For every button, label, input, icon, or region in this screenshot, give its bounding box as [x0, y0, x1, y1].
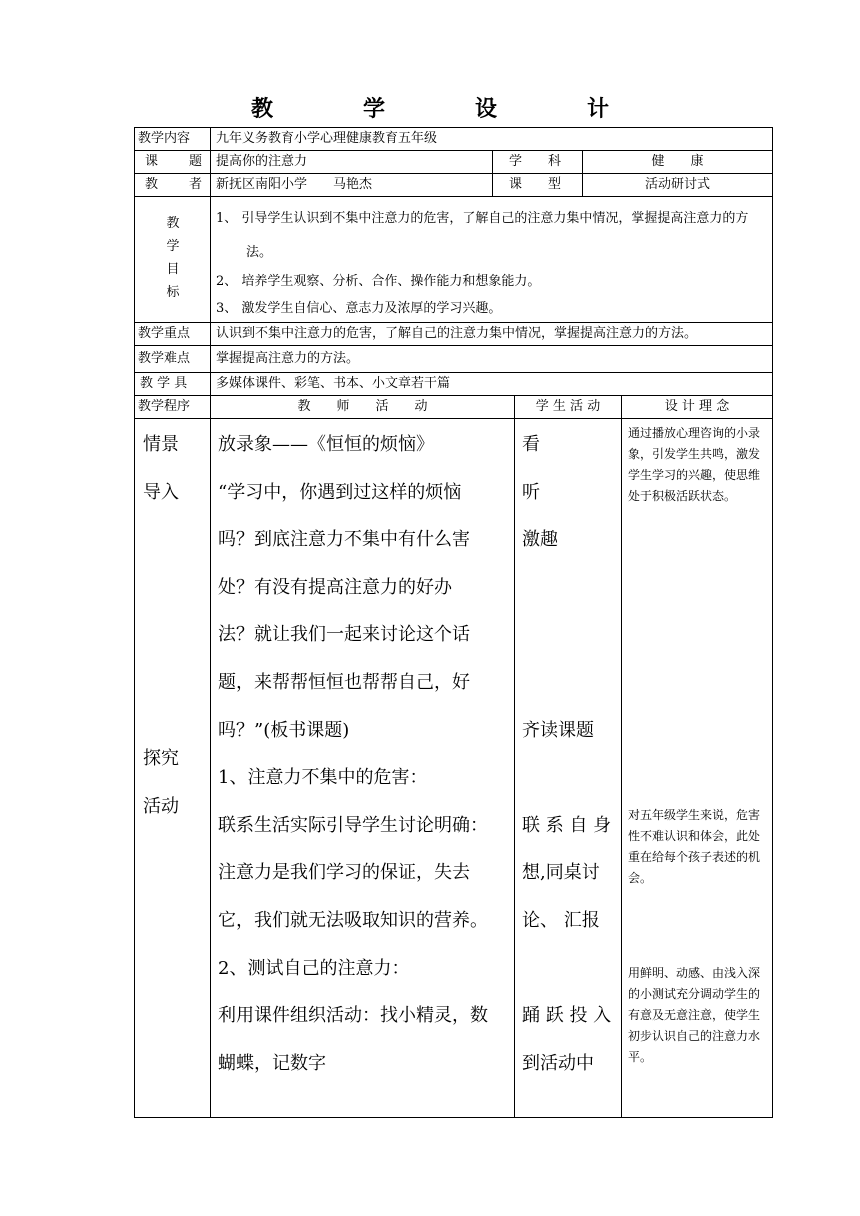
- topic-label-a: 课: [145, 154, 159, 169]
- tools-value: 多媒体课件、彩笔、书本、小文章若干篇: [216, 376, 451, 391]
- subject-label: 学 科: [509, 154, 562, 169]
- student-line: [522, 564, 620, 612]
- goal-item-3: 3、 激发学生自信心、意志力及浓厚的学习兴趣。: [216, 301, 502, 316]
- stage-line: 导入: [143, 481, 179, 503]
- topic-label: [145, 151, 202, 173]
- goals-label-char: 教: [166, 216, 180, 231]
- difficulties-label: 教学难点: [138, 351, 191, 366]
- teacher-line: 它，我们就无法吸取知识的营养。: [218, 909, 488, 931]
- table-border: [134, 127, 135, 1118]
- content-label: 教学内容: [138, 131, 191, 146]
- teacher-line: 吗？”(板书课题): [218, 719, 350, 741]
- student-line: [522, 611, 620, 659]
- table-border: [210, 127, 211, 1118]
- page-title: 教 学 设 计: [250, 96, 643, 122]
- goal-item-1: 1、 引导学生认识到不集中注意力的危害，了解自己的注意力集中情况，掌握提高注意力的方法。: [216, 211, 749, 260]
- design-note-1: 通过播放心理咨询的小录象，引发学生共鸣，激发学生学习的兴趣，使思维处于积极活跃状态。: [628, 426, 761, 503]
- goals-label-char: 目: [166, 262, 180, 277]
- student-line: [522, 754, 620, 802]
- teacher-line: 注意力是我们学习的保证，失去: [218, 862, 470, 884]
- student-line: 论、 汇报: [522, 909, 600, 931]
- teacher-value: 新抚区南阳小学 马艳杰: [216, 177, 373, 192]
- table-border: [514, 395, 515, 1118]
- procedure-header-student: 学 生 活 动: [535, 399, 601, 414]
- topic-value: 提高你的注意力: [216, 154, 308, 169]
- student-line: [522, 945, 620, 993]
- teacher-line: 法？就让我们一起来讨论这个话: [218, 624, 470, 646]
- content-value: 九年义务教育小学心理健康教育五年级: [216, 131, 438, 146]
- procedure-header-stage: 教学程序: [138, 399, 191, 414]
- stage-intro: [143, 421, 203, 516]
- teacher-label-a: 教: [145, 177, 159, 192]
- topic-label-b: 题: [188, 154, 202, 169]
- goals-label-char: 标: [166, 285, 180, 300]
- teacher-line: 吗？到底注意力不集中有什么害: [218, 529, 470, 551]
- table-border: [134, 1117, 773, 1118]
- student-activity: [522, 421, 620, 1087]
- teacher-label: [145, 174, 202, 196]
- tools-label: 教 学 具: [140, 376, 188, 391]
- student-line: [522, 659, 620, 707]
- stage-line: 情景: [143, 434, 179, 455]
- teacher-line: 放录象——《恒恒的烦恼》: [218, 434, 434, 455]
- stage-line: 活动: [143, 795, 179, 817]
- type-value: 活动研讨式: [644, 177, 710, 192]
- stage-line: 探究: [143, 748, 179, 769]
- student-line: 齐读课题: [522, 719, 594, 741]
- procedure-header-teacher: 教 师 活 动: [297, 399, 428, 414]
- teacher-line: 利用课件组织活动：找小精灵，数: [218, 1005, 488, 1027]
- key-points-label: 教学重点: [138, 326, 191, 341]
- design-note-3: 用鲜明、动感、由浅入深的小测试充分调动学生的有意及无意注意，使学生初步认识自己的注意力水平。: [628, 966, 761, 1064]
- teacher-label-b: 者: [188, 177, 202, 192]
- student-line: 激趣: [522, 529, 558, 551]
- table-border: [621, 395, 622, 1118]
- type-label: 课 型: [509, 177, 562, 192]
- goal-item-2: 2、 培养学生观察、分析、合作、操作能力和想象能力。: [216, 274, 541, 289]
- student-line: 想,同桌讨: [522, 862, 600, 884]
- teacher-line: 蝴蝶，记数字: [218, 1052, 326, 1074]
- student-line: 踊 跃 投 入: [522, 1005, 612, 1027]
- table-border: [134, 418, 773, 419]
- teacher-line: 2、测试自己的注意力：: [218, 957, 410, 979]
- difficulties-value: 掌握提高注意力的方法。: [216, 351, 360, 366]
- stage-explore: [143, 735, 203, 830]
- student-line: 听: [522, 481, 540, 503]
- subject-value: 健 康: [651, 154, 704, 169]
- teacher-line: 题，来帮帮恒恒也帮帮自己，好: [218, 671, 470, 693]
- key-points-value: 认识到不集中注意力的危害，了解自己的注意力集中情况，掌握提高注意力的方法。: [216, 326, 698, 341]
- student-line: 看: [522, 434, 540, 455]
- teacher-activity: [218, 421, 513, 1087]
- teacher-line: 1、注意力不集中的危害：: [218, 767, 428, 789]
- teacher-line: “学习中，你遇到过这样的烦恼: [218, 481, 462, 503]
- goals-label-char: 学: [166, 239, 180, 254]
- student-line: 到活动中: [522, 1052, 594, 1074]
- teacher-line: 联系生活实际引导学生讨论明确：: [218, 814, 488, 836]
- teacher-line: 处？有没有提高注意力的好办: [218, 576, 452, 598]
- table-border: [134, 345, 773, 346]
- goals-label: [160, 212, 186, 304]
- design-note-2: 对五年级学生来说，危害性不难认识和体会，此处重在给每个孩子表述的机会。: [628, 808, 761, 885]
- table-border: [772, 127, 773, 1118]
- table-border: [492, 150, 493, 197]
- procedure-header-design: 设 计 理 念: [664, 399, 730, 414]
- table-border: [134, 196, 773, 197]
- student-line: 联 系 自 身: [522, 814, 612, 836]
